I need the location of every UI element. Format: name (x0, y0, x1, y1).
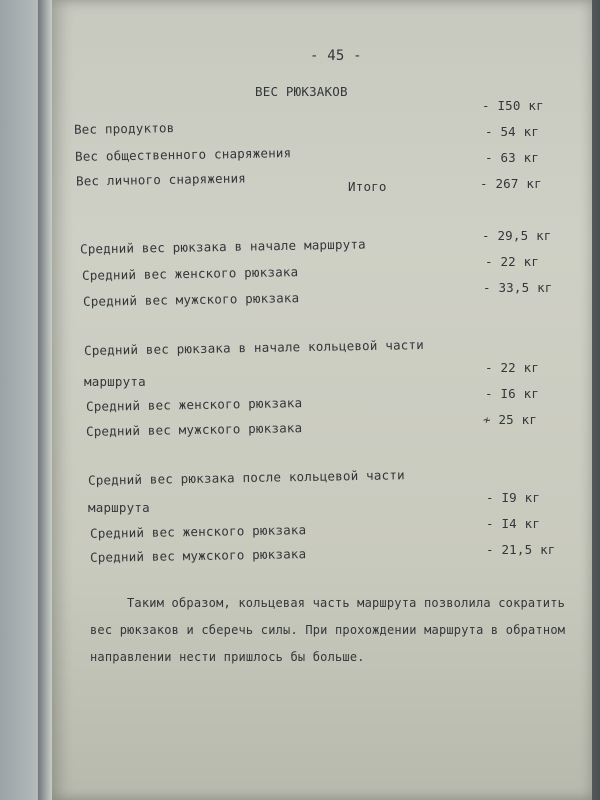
value-avg-start: - 29,5 кг (482, 228, 552, 243)
label-personal-gear: Вес личного снаряжения (75, 170, 247, 189)
value-avg-after-loop: - I9 кг (486, 490, 541, 505)
page-number: - 45 - (310, 48, 362, 64)
value-avg-men-start: - 33,5 кг (483, 280, 553, 295)
total-label: Итого (348, 179, 387, 194)
total-value: - 267 кг (480, 176, 542, 191)
page-heading: ВЕС РЮКЗАКОВ (255, 84, 348, 99)
label-avg-men-loop-start: Средний вес мужского рюкзака (85, 420, 303, 439)
value-avg-women-start: - 22 кг (485, 254, 540, 269)
section4-title-line1: Средний вес рюкзака после кольцевой части (87, 467, 405, 488)
section4-title-line2: маршрута (88, 500, 150, 515)
label-group-gear: Вес общественного снаряжения (74, 145, 292, 164)
label-avg-start: Средний вес рюкзака в начале маршрута (79, 236, 366, 257)
value-avg-women-loop-start: - I6 кг (485, 386, 540, 401)
label-avg-women-loop-start: Средний вес женского рюкзака (85, 395, 303, 414)
conclusion-line3: направлении нести пришлось бы больше. (90, 650, 365, 664)
conclusion-line2: вес рюкзаков и сберечь силы. При прохождении маршрута в обратном (90, 623, 566, 637)
conclusion-line1: Таким образом, кольцевая часть маршрута позволила сократить (127, 596, 566, 610)
label-avg-men-start: Средний вес мужского рюкзака (82, 290, 300, 309)
label-food-weight: Вес продуктов (73, 120, 175, 137)
label-avg-men-after-loop: Средний вес мужского рюкзака (89, 546, 307, 565)
label-avg-women-start: Средний вес женского рюкзака (81, 264, 299, 283)
value-personal-gear: - 63 кг (485, 150, 540, 165)
value-avg-men-loop-start: ≁ 25 кг (483, 412, 538, 427)
section3-title-line2: маршрута (84, 374, 146, 389)
document-page (52, 0, 592, 800)
value-group-gear: - 54 кг (485, 124, 540, 139)
section3-title-line1: Средний вес рюкзака в начале кольцевой части (83, 337, 425, 358)
value-avg-loop-start: - 22 кг (485, 360, 540, 375)
value-avg-women-after-loop: - I4 кг (486, 516, 541, 531)
label-avg-women-after-loop: Средний вес женского рюкзака (89, 522, 307, 541)
value-avg-men-after-loop: - 21,5 кг (486, 542, 556, 557)
value-food-weight: - I50 кг (482, 98, 544, 113)
